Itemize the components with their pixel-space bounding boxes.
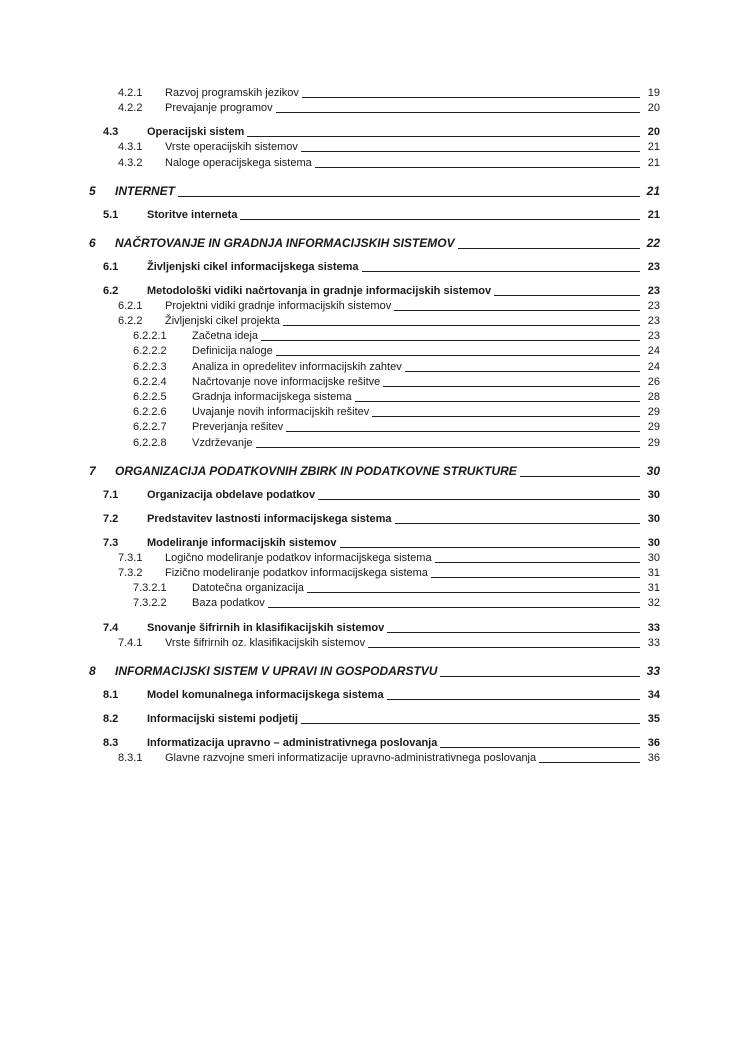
toc-entry-title: Informacijski sistemi podjetij [147,712,298,725]
toc-leader-line [395,521,640,524]
toc-entry-title: Metodološki vidiki načrtovanja in gradnje informacijskih sistemov [147,284,492,297]
toc-leader-line [355,399,640,402]
toc-entry-number: 7 [89,463,96,478]
toc-entry-title: Logično modeliranje podatkov informacijskega sistema [165,551,432,564]
toc-entry-page: 23 [647,315,660,328]
toc-entry-page: 31 [647,567,660,580]
table-of-contents [89,86,660,766]
toc-leader-line [302,95,640,98]
toc-entry-number: 6.1 [103,260,119,273]
toc-entry [89,663,660,679]
toc-entry-title: Preverjanja rešitev [192,421,284,434]
toc-entry [89,207,660,223]
toc-entry-page: 21 [646,183,660,198]
toc-leader-line [387,630,640,633]
toc-entry-title: NAČRTOVANJE IN GRADNJA INFORMACIJSKIH SISTEMOV [115,235,455,250]
toc-entry-title: Snovanje šifrirnih in klasifikacijskih sistemov [147,621,385,634]
toc-leader-line [520,474,640,477]
toc-entry-number: 7.3 [103,536,119,549]
toc-entry-number: 6 [89,235,96,250]
toc-entry-number: 4.3.1 [118,141,143,154]
toc-leader-line [286,429,640,432]
toc-leader-line [318,497,640,500]
toc-leader-line [315,165,640,168]
toc-entry-page: 28 [647,391,660,404]
toc-leader-line [372,414,640,417]
toc-entry-number: 7.3.2.2 [133,597,167,610]
toc-entry [89,735,660,751]
toc-entry-title: Življenjski cikel informacijskega sistema [147,260,359,273]
toc-entry-page: 33 [646,663,660,678]
toc-leader-line [261,338,640,341]
toc-entry-title: Naloge operacijskega sistema [165,156,312,169]
toc-entry-title: Informatizacija upravno – administrativnega poslovanja [147,736,438,749]
toc-entry-page: 23 [647,260,660,273]
toc-leader-line [435,560,640,563]
toc-entry-page: 23 [647,330,660,343]
toc-entry-number: 6.2.2 [118,315,143,328]
toc-leader-line [276,110,640,113]
toc-leader-line [301,149,640,152]
toc-entry-number: 7.1 [103,488,119,501]
toc-entry-page: 33 [647,636,660,649]
toc-entry-title: Vrste operacijskih sistemov [165,141,298,154]
toc-entry-page: 35 [647,712,660,725]
toc-entry-title: INTERNET [115,183,175,198]
toc-entry-page: 20 [647,126,660,139]
toc-entry-page: 23 [647,299,660,312]
toc-entry-number: 5 [89,183,96,198]
toc-entry-page: 22 [646,235,660,250]
toc-entry-page: 31 [647,582,660,595]
toc-entry [89,101,660,116]
toc-entry-title: Analiza in opredelitev informacijskih zahtev [192,360,402,373]
toc-entry-number: 6.2 [103,284,119,297]
toc-entry-page: 21 [647,156,660,169]
toc-entry-title: Razvoj programskih jezikov [165,87,299,99]
toc-entry-title: ORGANIZACIJA PODATKOVNIH ZBIRK IN PODATKOVNE STRUKTURE [115,463,517,478]
toc-entry-title: Vzdrževanje [192,436,253,449]
toc-entry-number: 7.4 [103,621,119,634]
toc-entry-page: 32 [647,597,660,610]
toc-entry-title: Predstavitev lastnosti informacijskega sistema [147,512,392,525]
toc-entry-page: 20 [647,102,660,115]
toc-entry-number: 4.3.2 [118,156,143,169]
toc-entry-number: 7.3.2 [118,567,143,580]
toc-entry [89,420,660,435]
toc-entry [89,344,660,359]
toc-entry-title: Modeliranje informacijskih sistemov [147,536,337,549]
toc-entry [89,551,660,566]
toc-entry-number: 6.2.2.5 [133,391,167,404]
toc-entry-number: 8.1 [103,688,119,701]
toc-entry-number: 6.2.2.4 [133,375,167,388]
toc-entry [89,566,660,581]
toc-entry-number: 7.2 [103,512,119,525]
toc-entry [89,436,660,451]
toc-entry-number: 6.2.2.8 [133,436,167,449]
toc-entry [89,314,660,329]
toc-entry-title: Baza podatkov [192,597,265,610]
toc-leader-line [247,134,640,137]
toc-entry-number: 8.3.1 [118,751,143,764]
toc-leader-line [539,760,640,763]
toc-entry [89,636,660,651]
toc-entry-page: 29 [647,421,660,434]
toc-entry-number: 7.3.1 [118,551,143,564]
toc-entry-page: 30 [647,536,660,549]
toc-leader-line [440,745,640,748]
toc-entry [89,183,660,199]
toc-leader-line [362,269,640,272]
toc-entry-number: 4.3 [103,126,119,139]
toc-entry [89,596,660,611]
toc-entry-title: Operacijski sistem [147,126,245,139]
toc-entry [89,299,660,314]
toc-entry [89,140,660,155]
toc-entry-title: INFORMACIJSKI SISTEM V UPRAVI IN GOSPODARSTVU [115,663,438,678]
toc-entry-page: 30 [646,463,660,478]
toc-leader-line [256,445,640,448]
toc-entry-number: 4.2.1 [118,87,143,99]
toc-entry-page: 21 [647,208,660,221]
toc-entry [89,390,660,405]
toc-entry-page: 34 [647,688,660,701]
toc-leader-line [458,246,640,249]
toc-entry-number: 4.2.2 [118,102,143,115]
toc-entry [89,156,660,171]
toc-entry-title: Datotečna organizacija [192,582,304,595]
toc-entry-number: 8.3 [103,736,119,749]
toc-entry-page: 36 [647,751,660,764]
toc-entry-number: 6.2.2.1 [133,330,167,343]
toc-entry [89,511,660,527]
toc-leader-line [178,194,640,197]
toc-entry-number: 6.2.2.7 [133,421,167,434]
toc-leader-line [240,217,640,220]
toc-leader-line [440,674,640,677]
toc-entry-number: 8.2 [103,712,119,725]
toc-entry-title: Projektni vidiki gradnje informacijskih sistemov [165,299,392,312]
toc-entry-page: 30 [647,551,660,564]
toc-entry-title: Model komunalnega informacijskega sistema [147,688,384,701]
toc-leader-line [431,575,640,578]
toc-entry-number: 5.1 [103,208,119,221]
toc-entry [89,360,660,375]
toc-entry-number: 6.2.1 [118,299,143,312]
toc-entry-page: 23 [647,284,660,297]
toc-entry [89,405,660,420]
toc-entry-title: Vrste šifrirnih oz. klasifikacijskih sistemov [165,636,366,649]
toc-entry [89,487,660,503]
toc-entry-title: Organizacija obdelave podatkov [147,488,316,501]
toc-entry [89,687,660,703]
toc-entry-title: Definicija naloge [192,345,273,358]
toc-entry [89,124,660,140]
toc-entry [89,86,660,101]
toc-leader-line [268,605,640,608]
toc-leader-line [340,545,640,548]
toc-entry-number: 8 [89,663,96,678]
toc-entry-page: 29 [647,406,660,419]
toc-entry-title: Začetna ideja [192,330,259,343]
toc-entry [89,463,660,479]
toc-entry-page: 24 [647,345,660,358]
toc-entry [89,283,660,299]
toc-entry-title: Storitve interneta [147,208,238,221]
toc-entry-page: 30 [647,488,660,501]
toc-entry [89,711,660,727]
toc-leader-line [307,590,640,593]
toc-entry-number: 6.2.2.3 [133,360,167,373]
toc-entry-title: Fizično modeliranje podatkov informacijskega sistema [165,567,428,580]
toc-entry [89,581,660,596]
toc-entry [89,375,660,390]
toc-entry [89,751,660,766]
toc-leader-line [283,323,640,326]
toc-entry-page: 33 [647,621,660,634]
toc-entry-page: 26 [647,375,660,388]
toc-entry-title: Življenjski cikel projekta [165,315,280,328]
toc-leader-line [494,293,640,296]
toc-entry-page: 30 [647,512,660,525]
toc-leader-line [383,384,640,387]
toc-entry-number: 7.3.2.1 [133,582,167,595]
toc-leader-line [394,308,640,311]
toc-entry-number: 7.4.1 [118,636,143,649]
toc-leader-line [276,353,640,356]
toc-entry-page: 21 [647,141,660,154]
toc-entry-number: 6.2.2.2 [133,345,167,358]
toc-entry-page: 19 [647,87,660,99]
toc-leader-line [387,697,640,700]
toc-entry-title: Gradnja informacijskega sistema [192,391,352,404]
toc-entry [89,535,660,551]
toc-entry-page: 29 [647,436,660,449]
toc-leader-line [368,645,640,648]
toc-entry [89,259,660,275]
toc-leader-line [405,369,640,372]
toc-entry-title: Prevajanje programov [165,102,273,115]
toc-entry-page: 36 [647,736,660,749]
toc-entry [89,329,660,344]
toc-entry-title: Glavne razvojne smeri informatizacije upravno-administrativnega poslovanja [165,751,537,764]
toc-entry-page: 24 [647,360,660,373]
toc-entry-title: Uvajanje novih informacijskih rešitev [192,406,370,419]
toc-entry [89,620,660,636]
toc-entry [89,235,660,251]
toc-entry-title: Načrtovanje nove informacijske rešitve [192,375,381,388]
toc-entry-number: 6.2.2.6 [133,406,167,419]
toc-leader-line [301,721,640,724]
